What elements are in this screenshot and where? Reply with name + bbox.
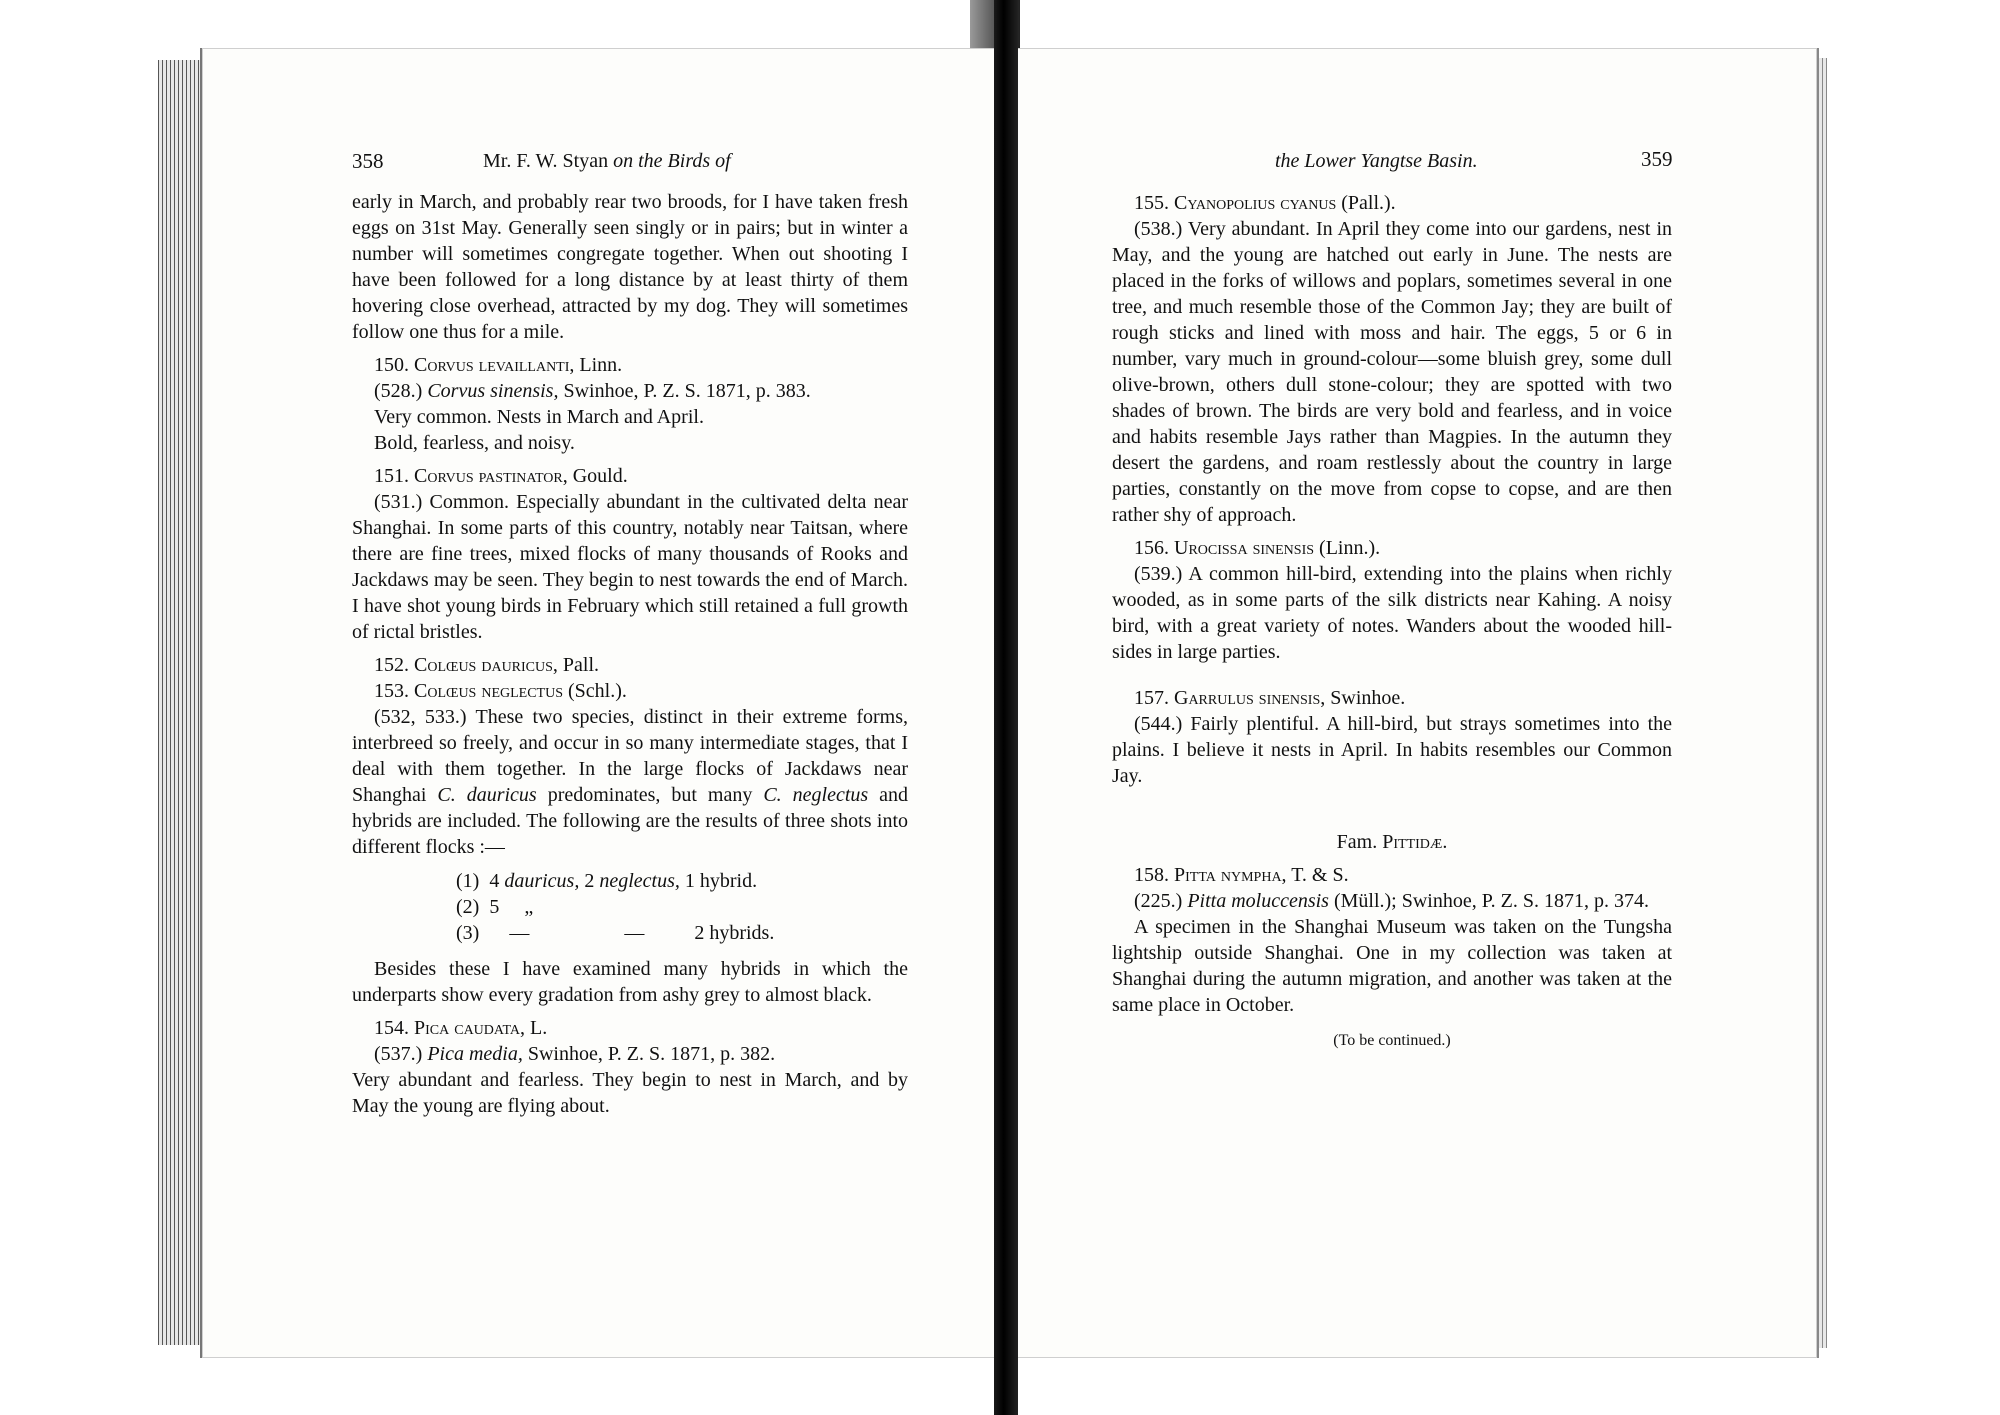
species-heading-154: 154. Pica caudata, L.	[374, 1017, 548, 1039]
hybrid-results-table	[456, 868, 908, 946]
species-text-157: (544.) Fairly plentiful. A hill-bird, but strays sometimes into the plains. I believe it nests in April. In habits resembles our Common Jay.	[1112, 713, 1672, 787]
species-ref-154: (537.) Pica media, Swinhoe, P. Z. S. 1871, p. 382.	[374, 1043, 776, 1065]
results-row-1: (1) 4 dauricus, 2 neglectus, 1 hybrid.	[456, 870, 758, 892]
species-heading-152: 152. Colœus dauricus, Pall.	[374, 654, 600, 676]
left-running-head	[483, 148, 731, 174]
book-spine	[994, 0, 1018, 1415]
paragraph-continued: early in March, and probably rear two broods, for I have taken fresh eggs on 31st May. Generally seen singly or in pairs; but in winter a number will sometimes congregate together. When out shooting I have been followed for a long distance by at least thirty of them hovering close overhead, attracted by my dog. They will sometimes follow one thus for a mile.	[352, 191, 908, 343]
results-row-2: (2) 5 „	[456, 896, 534, 918]
left-page-number: 358	[352, 149, 384, 173]
species-text-153-after: Besides these I have examined many hybrids in which the underparts show every gradation from ashy grey to almost black.	[352, 958, 908, 1006]
species-heading-153: 153. Colœus neglectus (Schl.).	[374, 680, 627, 702]
species-heading-157: 157. Garrulus sinensis, Swinhoe.	[1134, 687, 1406, 709]
results-row-3: (3) — — 2 hybrids.	[456, 922, 775, 944]
species-ref-150: (528.) Corvus sinensis, Swinhoe, P. Z. S. 1871, p. 383.	[374, 380, 811, 402]
species-text-153: (532, 533.) These two species, distinct in their extreme forms, interbreed so freely, and occur in so many intermediate stages, that I deal with them together. In the large flocks of Jackdaws near Shanghai C. dauricus predominates, but many C. neglectus and hybrids are included. The following are the results of three shots into different flocks :—	[352, 706, 909, 858]
species-text-156: (539.) A common hill-bird, extending into the plains when richly wooded, as in some parts of the silk districts near Kahing. A noisy bird, with a great variety of notes. Wanders about the wooded hill-sides in large parties.	[1112, 563, 1672, 663]
species-text-155: (538.) Very abundant. In April they come into our gardens, nest in May, and the young are hatched out early in June. The nests are placed in the forks of willows and poplars, sometimes several in one tree, and much resemble those of the Common Jay; they are built of rough sticks and lined with moss and hair. The eggs, 5 or 6 in number, vary much in ground-colour—some bluish grey, some dull olive-brown, others dull stone-colour; they are spotted with two shades of brown. The birds are very bold and fearless, and in voice and habits resemble Jays rather than Magpies. In the autumn they desert the gardens, and roam restlessly about the country in large parties, constantly on the move from copse to copse, and are then rather shy of approach.	[1112, 218, 1672, 526]
right-running-head: the Lower Yangtse Basin.	[1275, 150, 1478, 172]
species-heading-151: 151. Corvus pastinator, Gould.	[374, 465, 628, 487]
species-heading-155: 155. Cyanopolius cyanus (Pall.).	[1134, 192, 1396, 214]
species-text-150b: Bold, fearless, and noisy.	[374, 432, 575, 454]
to-be-continued: (To be continued.)	[1333, 1032, 1451, 1049]
species-text-150a: Very common. Nests in March and April.	[374, 406, 704, 428]
species-ref-158: (225.) Pitta moluccensis (Müll.); Swinhoe, P. Z. S. 1871, p. 374.	[1134, 890, 1649, 912]
species-text-154: Very abundant and fearless. They begin to nest in March, and by May the young are flying about.	[352, 1069, 908, 1117]
left-text-column	[352, 189, 908, 1119]
species-heading-156: 156. Urocissa sinensis (Linn.).	[1134, 537, 1381, 559]
species-heading-150: 150. Corvus levaillanti, Linn.	[374, 354, 623, 376]
running-head-author: Mr. F. W. Styan	[483, 150, 609, 172]
right-page-number: 359	[1641, 147, 1673, 171]
species-text-158: A specimen in the Shanghai Museum was taken on the Tungsha lightship outside Shanghai. One in my collection was taken at Shanghai during the autumn migration, and another was taken at the same place in October.	[1112, 916, 1672, 1016]
species-heading-158: 158. Pitta nympha, T. & S.	[1134, 864, 1349, 886]
family-heading: Fam. Pittidæ.	[1336, 831, 1448, 853]
running-head-italic: on the Birds of	[613, 150, 731, 172]
right-text-column	[1112, 190, 1672, 1054]
species-text-151: (531.) Common. Especially abundant in the cultivated delta near Shanghai. In some parts of this country, notably near Taitsan, where there are fine trees, mixed flocks of many thousands of Rooks and Jackdaws may be seen. They begin to nest towards the end of March. I have shot young birds in February which still retained a full growth of rictal bristles.	[352, 491, 908, 643]
page-edges-left	[158, 60, 202, 1345]
